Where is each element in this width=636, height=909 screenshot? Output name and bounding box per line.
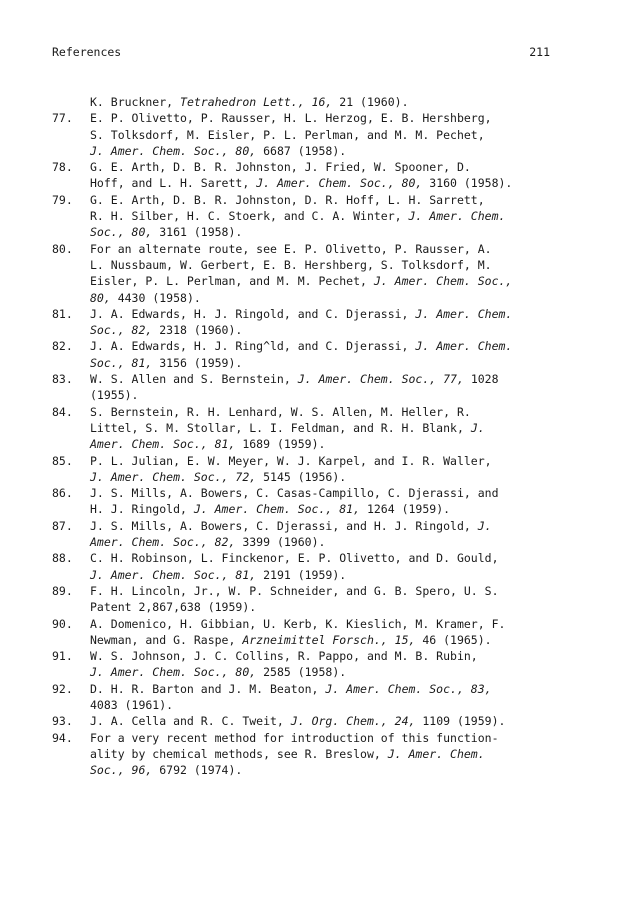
reference-line [90, 241, 564, 257]
reference-number: 80. [52, 241, 73, 256]
reference-text: D. H. R. Barton and J. M. Beaton, [90, 681, 326, 696]
reference-number: 92. [52, 681, 73, 696]
reference-text: Littel, S. M. Stollar, L. I. Feldman, and R. H. Blank, [90, 420, 471, 435]
reference-text: J. A. Cella and R. C. Tweit, [90, 714, 291, 729]
reference-text: 21 (1960). [332, 95, 409, 109]
reference-line [90, 436, 564, 452]
reference-line [90, 599, 564, 615]
reference-item [52, 730, 564, 779]
reference-line [90, 322, 564, 338]
reference-text: 4083 (1961). [90, 697, 174, 712]
reference-line [90, 306, 564, 322]
reference-text: S. Tolksdorf, M. Eisler, P. L. Perlman, and M. M. Pechet, [90, 127, 485, 142]
citation-source-text: Soc., 80, [90, 225, 153, 240]
reference-item [52, 371, 564, 404]
citation-source-text: J. Amer. Chem. [408, 209, 506, 224]
reference-line [90, 632, 564, 648]
reference-text: P. L. Julian, E. W. Meyer, W. J. Karpel, and I. R. Waller, [90, 453, 492, 468]
reference-number: 86. [52, 486, 73, 501]
running-head [52, 43, 550, 61]
reference-number: 91. [52, 649, 73, 664]
reference-number: 81. [52, 306, 73, 321]
reference-text: C. H. Robinson, L. Finckenor, E. P. Olivetto, and D. Gould, [90, 551, 499, 566]
reference-number: 77. [52, 111, 73, 126]
reference-line [90, 355, 564, 371]
reference-text: H. J. Ringold, [90, 502, 194, 517]
reference-text: J. S. Mills, A. Bowers, C. Djerassi, and H. J. Ringold, [90, 518, 478, 533]
citation-source-text: Amer. Chem. Soc., 82, [90, 535, 236, 550]
citation-source-text: Tetrahedron Lett., 16, [180, 95, 333, 109]
reference-number: 90. [52, 616, 73, 631]
reference-item [52, 583, 564, 616]
reference-list [52, 94, 564, 778]
reference-text: 1264 (1959). [360, 502, 451, 517]
citation-source-text: Amer. Chem. Soc., 81, [90, 437, 236, 452]
reference-text: F. H. Lincoln, Jr., W. P. Schneider, and G. B. Spero, U. S. [90, 583, 499, 598]
reference-number: 79. [52, 192, 73, 207]
reference-line [90, 175, 564, 191]
reference-item [52, 550, 564, 583]
reference-line [90, 94, 564, 110]
reference-line [90, 290, 564, 306]
reference-number: 84. [52, 404, 73, 419]
reference-text: 6687 (1958). [256, 143, 347, 158]
reference-text: 2191 (1959). [256, 567, 347, 582]
reference-number: 89. [52, 583, 73, 598]
section-title: References [52, 45, 122, 59]
reference-number: 78. [52, 160, 73, 175]
citation-source-text: J. Amer. Chem. Soc., 80, [256, 176, 423, 191]
citation-source-text: Soc., 81, [90, 355, 153, 370]
reference-text: 2585 (1958). [256, 665, 347, 680]
reference-item [52, 404, 564, 453]
reference-text: (1955). [90, 388, 139, 403]
reference-item [52, 192, 564, 241]
citation-source-text: Arzneimittel Forsch., 15, [242, 632, 416, 647]
reference-text: 6792 (1974). [152, 763, 243, 778]
reference-text: Newman, and G. Raspe, [90, 632, 243, 647]
reference-line [90, 746, 564, 762]
reference-line [90, 567, 564, 583]
citation-source-text: J. [477, 518, 492, 533]
reference-line [90, 518, 564, 534]
reference-text: 1109 (1959). [415, 714, 506, 729]
citation-source-text: J. Amer. Chem. Soc., 72, [90, 469, 257, 484]
reference-text: 3399 (1960). [235, 535, 326, 550]
reference-text: J. A. Edwards, H. J. Ringold, and C. Djerassi, [90, 306, 416, 321]
reference-item [52, 159, 564, 192]
reference-item [52, 110, 564, 159]
citation-source-text: J. Amer. Chem. [415, 306, 513, 321]
reference-number: 82. [52, 339, 73, 354]
citation-source-text: J. Amer. Chem. Soc., 77, [297, 372, 464, 387]
reference-number: 93. [52, 714, 73, 729]
reference-line [90, 224, 564, 240]
reference-line [90, 534, 564, 550]
reference-line [90, 501, 564, 517]
reference-text: 4430 (1958). [110, 290, 201, 305]
reference-text: A. Domenico, H. Gibbian, U. Kerb, K. Kieslich, M. Kramer, F. [90, 616, 506, 631]
reference-text: J. S. Mills, A. Bowers, C. Casas-Campillo, C. Djerassi, and [90, 486, 499, 501]
reference-item [52, 306, 564, 339]
reference-line [90, 371, 564, 387]
reference-item [52, 518, 564, 551]
citation-source-text: J. Org. Chem., 24, [290, 714, 416, 729]
reference-item [52, 453, 564, 486]
reference-line [90, 583, 564, 599]
reference-line [90, 469, 564, 485]
reference-line [90, 648, 564, 664]
reference-line [90, 453, 564, 469]
reference-item [52, 681, 564, 714]
reference-line [90, 550, 564, 566]
reference-line [90, 127, 564, 143]
reference-line [90, 273, 564, 289]
reference-item [52, 338, 564, 371]
reference-item [52, 241, 564, 306]
reference-line [90, 762, 564, 778]
citation-source-text: J. Amer. Chem. Soc., 80, [90, 143, 257, 158]
citation-source-text: J. Amer. Chem. Soc., 83, [325, 681, 492, 696]
citation-source-text: J. Amer. Chem. Soc., [373, 274, 513, 289]
reference-text: W. S. Allen and S. Bernstein, [90, 372, 298, 387]
reference-line [90, 143, 564, 159]
reference-text: 3156 (1959). [152, 355, 243, 370]
citation-source-text: J. Amer. Chem. [415, 339, 513, 354]
reference-item [52, 648, 564, 681]
reference-text: Patent 2,867,638 (1959). [90, 600, 257, 615]
reference-text: E. P. Olivetto, P. Rausser, H. L. Herzog, E. B. Hershberg, [90, 111, 492, 126]
reference-text: L. Nussbaum, W. Gerbert, E. B. Hershberg, S. Tolksdorf, M. [90, 257, 492, 272]
citation-source-text: Soc., 96, [90, 763, 153, 778]
reference-text: 1689 (1959). [235, 437, 326, 452]
reference-text: For an alternate route, see E. P. Olivetto, P. Rausser, A. [90, 241, 492, 256]
reference-text: 3161 (1958). [152, 225, 243, 240]
reference-text: 5145 (1956). [256, 469, 347, 484]
citation-source-text: J. Amer. Chem. Soc., 80, [90, 665, 257, 680]
reference-line [90, 192, 564, 208]
reference-line [90, 681, 564, 697]
reference-text: G. E. Arth, D. B. R. Johnston, J. Fried, W. Spooner, D. [90, 160, 471, 175]
reference-item [52, 485, 564, 518]
reference-line [90, 404, 564, 420]
reference-text: For a very recent method for introduction of this function- [90, 730, 499, 745]
citation-source-text: Soc., 82, [90, 323, 153, 338]
reference-text: K. Bruckner, [90, 95, 181, 109]
reference-line [90, 159, 564, 175]
reference-line [90, 616, 564, 632]
reference-number: 88. [52, 551, 73, 566]
reference-line [90, 420, 564, 436]
reference-text: W. S. Johnson, J. C. Collins, R. Pappo, and M. B. Rubin, [90, 649, 478, 664]
reference-line [90, 485, 564, 501]
reference-text: ality by chemical methods, see R. Breslow, [90, 746, 388, 761]
reference-number: 94. [52, 730, 73, 745]
reference-item [52, 616, 564, 649]
page-number: 211 [529, 45, 550, 59]
reference-text: J. A. Edwards, H. J. Ring^ld, and C. Djerassi, [90, 339, 416, 354]
reference-item [52, 94, 564, 110]
reference-text: 2318 (1960). [152, 323, 243, 338]
citation-source-text: J. Amer. Chem. [387, 746, 485, 761]
reference-text: 3160 (1958). [422, 176, 513, 191]
reference-line [90, 208, 564, 224]
reference-line [90, 697, 564, 713]
reference-line [90, 257, 564, 273]
reference-line [90, 713, 564, 729]
citation-source-text: J. [470, 420, 485, 435]
reference-number: 87. [52, 518, 73, 533]
reference-line [90, 338, 564, 354]
reference-line [90, 110, 564, 126]
citation-source-text: 80, [90, 290, 111, 305]
reference-line [90, 387, 564, 403]
reference-line [90, 730, 564, 746]
reference-line [90, 664, 564, 680]
reference-text: 1028 [463, 372, 499, 387]
reference-text: Hoff, and L. H. Sarett, [90, 176, 257, 191]
reference-text: R. H. Silber, H. C. Stoerk, and C. A. Winter, [90, 209, 409, 224]
reference-number: 85. [52, 453, 73, 468]
reference-text: S. Bernstein, R. H. Lenhard, W. S. Allen, M. Heller, R. [90, 404, 471, 419]
reference-text: 46 (1965). [415, 632, 492, 647]
reference-text: Eisler, P. L. Perlman, and M. M. Pechet, [90, 274, 374, 289]
reference-number: 83. [52, 372, 73, 387]
reference-item [52, 713, 564, 729]
reference-text: G. E. Arth, D. B. R. Johnston, D. R. Hoff, L. H. Sarrett, [90, 192, 485, 207]
citation-source-text: J. Amer. Chem. Soc., 81, [90, 567, 257, 582]
citation-source-text: J. Amer. Chem. Soc., 81, [193, 502, 361, 517]
